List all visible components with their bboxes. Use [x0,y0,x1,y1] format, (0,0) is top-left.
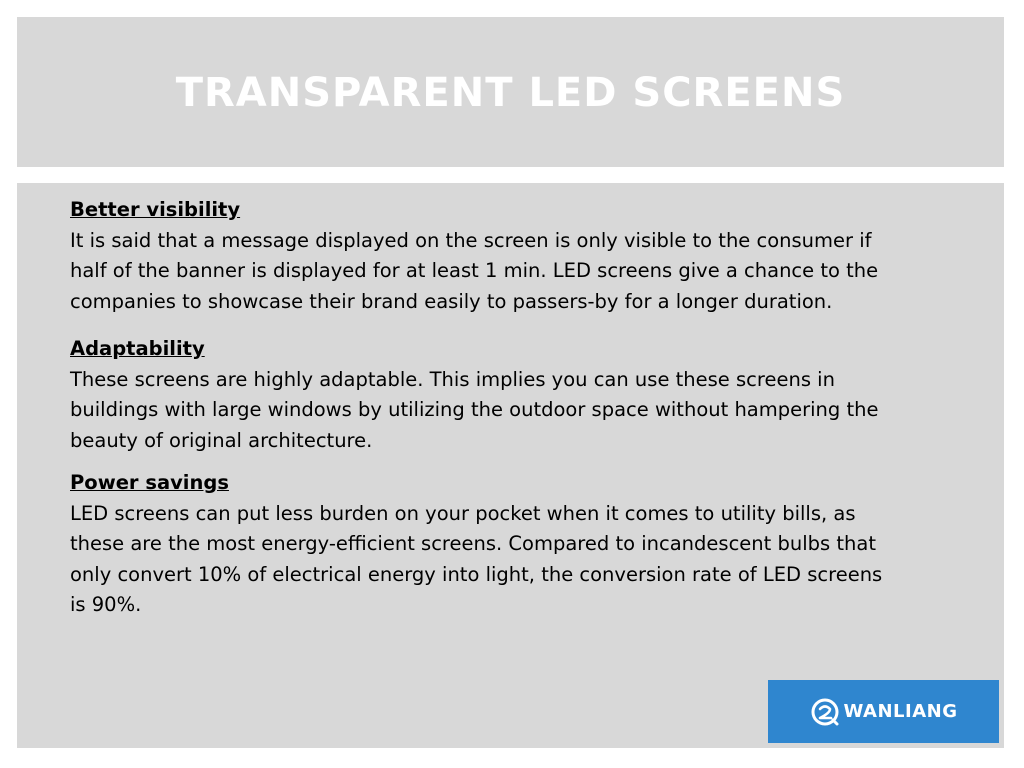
section-power-savings [70,468,900,621]
title-bar [17,17,1004,167]
section-body: These screens are highly adaptable. This implies you can use these screens in buildings with large windows by utilizing the outdoor space without hampering the beauty of original architecture. [70,367,879,452]
section-body: It is said that a message displayed on the screen is only visible to the consumer if half of the banner is displayed for at least 1 min. LED screens give a chance to the companies to showcase their brand easily to passers-by for a longer duration. [70,228,879,313]
slide-title: TRANSPARENT LED SCREENS [175,70,846,116]
content-body [70,195,900,638]
wanliang-logo-icon [810,697,840,727]
section-adaptability [70,334,900,456]
brand-logo [768,680,999,743]
section-body: LED screens can put less burden on your pocket when it comes to utility bills, as these are the most energy-efficient screens. Compared to incandescent bulbs that only convert 10% of electrical energy into light, the conversion rate of LED screens is 90%. [70,501,883,616]
content-panel [17,183,1004,748]
section-better-visibility [70,195,900,317]
section-heading: Power savings [70,471,229,494]
section-heading: Better visibility [70,198,241,221]
logo-wordmark: WANLIANG [843,701,958,722]
section-heading: Adaptability [70,337,205,360]
